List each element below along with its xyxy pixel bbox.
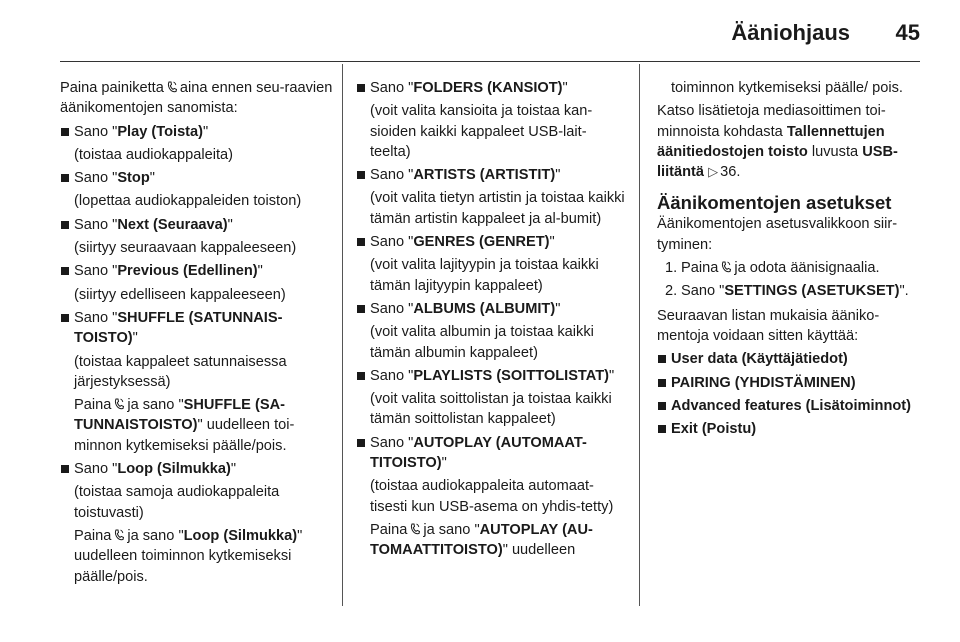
- list-item-description: (siirtyy edelliseen kappaleeseen): [74, 286, 286, 303]
- reference-paragraph: Katso lisätietoja mediasoittimen toi-minnoista kohdasta Tallennettujen äänitiedostojen toisto luvusta USB-liitäntä ▷ 36.: [657, 101, 922, 182]
- list-item-description: (voit valita tietyn artistin ja toistaa kaikki tämän artistin kappaleet ja al-bumit): [370, 190, 625, 227]
- list-item-description: (voit valita lajityypin ja toistaa kaikki tämän lajityypin kappaleet): [370, 257, 599, 294]
- reference-link[interactable]: USB-liitäntä: [657, 143, 898, 181]
- list-item-description: (voit valita albumin ja toistaa kaikki tämän albumin kappaleet): [370, 324, 594, 361]
- option-item: PAIRING (YHDISTÄMINEN): [657, 373, 922, 393]
- section-intro: Äänikomentojen asetusvalikkoon siir-tyminen:: [657, 216, 898, 253]
- list-item: Sano "GENRES (GENRET)": [356, 232, 626, 252]
- list-item: Sano "AUTOPLAY (AUTOMAAT-TITOISTO)": [356, 433, 626, 474]
- list-item: Sano "FOLDERS (KANSIOT)": [356, 78, 626, 98]
- section-heading: Äänikomentojen asetukset: [657, 192, 892, 214]
- list-item-description: (toistaa samoja audiokappaleita toistuvasti): [74, 484, 280, 521]
- page-number: 45: [895, 20, 920, 45]
- column-3: [657, 78, 922, 439]
- list-item-description: (lopettaa audiokappaleiden toiston): [74, 193, 302, 210]
- column-1: [60, 78, 334, 587]
- list-item: Sano "SHUFFLE (SATUNNAIS-TOISTO)": [60, 308, 334, 349]
- voice-button-icon: [721, 261, 731, 273]
- voice-button-icon: [114, 398, 124, 410]
- list-item-description: (toistaa kappaleet satunnaisessa järjestyksessä): [74, 353, 287, 390]
- header-rule: [60, 61, 920, 62]
- list-item-extra: Paina ja sano "AUTOPLAY (AU-TOMAATTITOISTO)" uudelleen: [370, 521, 593, 559]
- list-item: Sano "ALBUMS (ALBUMIT)": [356, 299, 626, 319]
- list-item-description: (siirtyy seuraavaan kappaleeseen): [74, 240, 297, 257]
- list-item-extra: Paina ja sano "Loop (Silmukka)" uudelleen toiminnon kytkemiseksi päälle/pois.: [74, 527, 303, 585]
- numbered-step: 1. Paina ja odota äänisignaalia.: [665, 260, 880, 277]
- list-item: Sano "Play (Toista)": [60, 122, 334, 142]
- option-item: Advanced features (Lisätoiminnot): [657, 396, 922, 416]
- list-item-description: (voit valita soittolistan ja toistaa kaikki tämän soittolistan kappaleet): [370, 391, 612, 428]
- list-intro: Seuraavan listan mukaisia ääniko-mentoja voidaan sitten käyttää:: [657, 307, 880, 344]
- intro-paragraph: Paina painiketta aina ennen seu-raavien äänikomentojen sanomista:: [60, 80, 333, 117]
- column-2: [356, 78, 626, 561]
- list-item: Sano "Stop": [60, 168, 334, 188]
- voice-button-icon: [114, 529, 124, 541]
- numbered-step: 2. Sano "SETTINGS (ASETUKSET)".: [665, 283, 909, 300]
- reference-link[interactable]: Tallennettujen äänitiedostojen toisto: [657, 123, 885, 160]
- voice-button-icon: [410, 523, 420, 535]
- list-item-description: (voit valita kansioita ja toistaa kan-sioiden kaikki kappaleet USB-lait-teelta): [370, 103, 593, 160]
- list-item-extra: Paina ja sano "SHUFFLE (SA-TUNNAISTOISTO)" uudelleen toi-minnon kytkemiseksi päälle/pois.: [74, 397, 295, 454]
- list-item: Sano "ARTISTS (ARTISTIT)": [356, 165, 626, 185]
- list-item: Sano "Next (Seuraava)": [60, 215, 334, 235]
- list-item: Sano "Loop (Silmukka)": [60, 459, 334, 479]
- column-divider: [342, 64, 343, 606]
- voice-button-icon: [167, 81, 177, 93]
- option-item: User data (Käyttäjätiedot): [657, 349, 922, 369]
- continued-text: toiminnon kytkemiseksi päälle/ pois.: [671, 80, 903, 96]
- list-item: Sano "Previous (Edellinen)": [60, 261, 334, 281]
- column-divider: [639, 64, 640, 606]
- list-item: Sano "PLAYLISTS (SOITTOLISTAT)": [356, 366, 626, 386]
- list-item-description: (toistaa audiokappaleita): [74, 146, 234, 163]
- option-item: Exit (Poistu): [657, 419, 922, 439]
- page-title: Ääniohjaus: [731, 20, 850, 45]
- page-reference-arrow-icon: ▷: [708, 164, 719, 180]
- list-item-description: (toistaa audiokappaleita automaat-tisesti kun USB-asema on yhdis-tetty): [370, 478, 614, 515]
